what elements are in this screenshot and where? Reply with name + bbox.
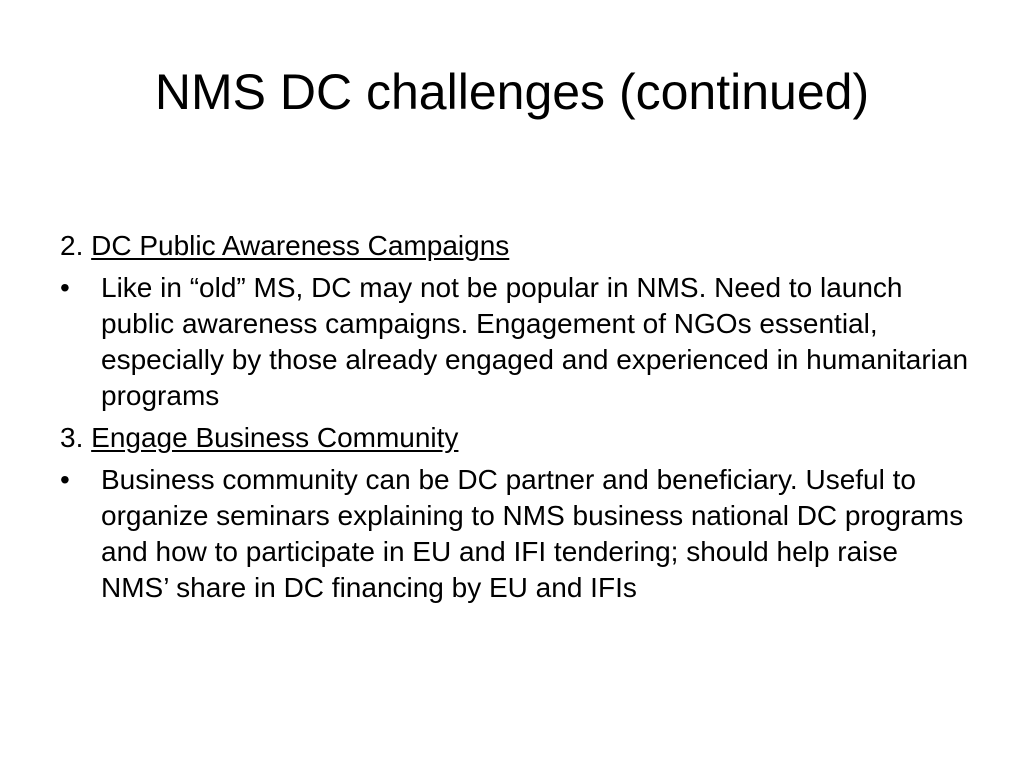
bullet-text: Like in “old” MS, DC may not be popular in NMS. Need to launch public awareness campaigns. Engagement of NGOs essential, especially by those already engaged and experienced in humanitarian programs	[101, 272, 969, 411]
item-number: 2.	[60, 230, 84, 261]
slide-body	[60, 228, 970, 612]
bullet-item-public-awareness	[60, 270, 970, 414]
bullet-icon: •	[60, 272, 70, 303]
numbered-item-public-awareness	[60, 228, 970, 264]
bullet-item-business-community	[60, 462, 970, 606]
numbered-item-business-community	[60, 420, 970, 456]
bullet-icon: •	[60, 464, 70, 495]
bullet-text: Business community can be DC partner and beneficiary. Useful to organize seminars explaining to NMS business national DC programs and how to participate in EU and IFI tendering; should help raise NMS’ share in DC financing by EU and IFIs	[101, 464, 964, 603]
slide-title: NMS DC challenges (continued)	[154, 64, 870, 120]
item-number: 3.	[60, 422, 84, 453]
item-heading: DC Public Awareness Campaigns	[91, 230, 510, 261]
item-heading: Engage Business Community	[91, 422, 459, 453]
